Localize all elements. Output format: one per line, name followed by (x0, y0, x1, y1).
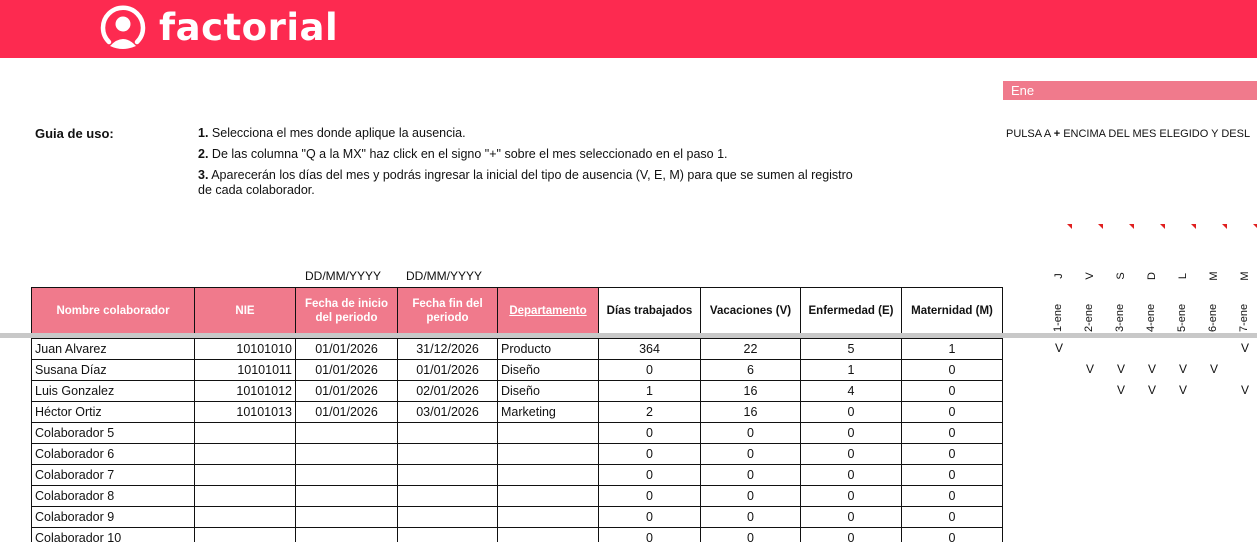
month-label: Ene (1011, 83, 1035, 98)
weekday-label: S (1115, 272, 1127, 280)
cell-start[interactable] (296, 528, 398, 542)
day-date-label: 4-ene (1145, 303, 1157, 332)
day-date-label: 5-ene (1176, 303, 1188, 332)
cell-end[interactable]: 02/01/2026 (398, 381, 498, 402)
cell-vac[interactable]: 0 (701, 444, 801, 465)
cell-nie[interactable] (195, 423, 296, 444)
plus-icon: + (1053, 128, 1061, 140)
cell-worked[interactable]: 0 (599, 444, 701, 465)
cell-mat[interactable]: 0 (902, 423, 1003, 444)
absence-mark-cell[interactable]: V (1209, 362, 1218, 376)
absence-mark-cell[interactable]: V (1240, 341, 1249, 355)
comment-marker-icon[interactable] (1191, 224, 1196, 229)
cell-end[interactable] (398, 444, 498, 465)
cell-vac[interactable]: 0 (701, 507, 801, 528)
cell-mat[interactable]: 0 (902, 444, 1003, 465)
cell-worked[interactable]: 2 (599, 402, 701, 423)
table-row (32, 528, 1003, 542)
cell-nie[interactable]: 10101012 (195, 381, 296, 402)
table-row (32, 486, 1003, 507)
cell-nie[interactable] (195, 486, 296, 507)
table-row (32, 423, 1003, 444)
cell-dept[interactable]: Producto (498, 339, 599, 360)
cell-end[interactable]: 03/01/2026 (398, 402, 498, 423)
cell-name[interactable]: Susana Díaz (32, 360, 195, 381)
cell-sick[interactable]: 0 (801, 402, 902, 423)
header-worked-days[interactable]: Días trabajados (599, 288, 701, 334)
cell-sick[interactable]: 0 (801, 486, 902, 507)
cell-vac[interactable]: 0 (701, 486, 801, 507)
cell-name[interactable]: Colaborador 5 (32, 423, 195, 444)
cell-sick[interactable]: 0 (801, 444, 902, 465)
absence-mark-cell[interactable]: V (1147, 362, 1156, 376)
cell-nie[interactable]: 10101010 (195, 339, 296, 360)
weekday-label: D (1146, 272, 1158, 280)
absence-table (31, 287, 1003, 542)
table-row (32, 507, 1003, 528)
cell-nie[interactable]: 10101011 (195, 360, 296, 381)
cell-sick[interactable]: 0 (801, 423, 902, 444)
cell-start[interactable] (296, 444, 398, 465)
cell-vac[interactable]: 6 (701, 360, 801, 381)
brand-banner (0, 0, 1257, 58)
absence-mark-cell[interactable]: V (1085, 362, 1094, 376)
absence-mark-cell[interactable]: V (1178, 383, 1187, 397)
cell-end[interactable]: 01/01/2026 (398, 360, 498, 381)
cell-name[interactable]: Colaborador 10 (32, 528, 195, 542)
cell-worked[interactable]: 364 (599, 339, 701, 360)
table-row (32, 381, 1003, 402)
table-row (32, 465, 1003, 486)
cell-mat[interactable]: 0 (902, 507, 1003, 528)
header-vacation[interactable]: Vacaciones (V) (701, 288, 801, 334)
cell-mat[interactable]: 0 (902, 528, 1003, 542)
header-maternity[interactable]: Maternidad (M) (902, 288, 1003, 334)
cell-dept[interactable]: Marketing (498, 402, 599, 423)
weekday-label: M (1208, 271, 1220, 281)
cell-sick[interactable]: 0 (801, 465, 902, 486)
cell-worked[interactable]: 0 (599, 423, 701, 444)
cell-end[interactable] (398, 528, 498, 542)
comment-marker-icon[interactable] (1253, 224, 1257, 229)
cell-worked[interactable]: 0 (599, 528, 701, 542)
comment-marker-icon[interactable] (1222, 224, 1227, 229)
day-date-label: 6-ene (1207, 303, 1219, 332)
table-row (32, 339, 1003, 360)
cell-name[interactable]: Colaborador 6 (32, 444, 195, 465)
cell-vac[interactable]: 0 (701, 528, 801, 542)
cell-name[interactable]: Colaborador 8 (32, 486, 195, 507)
cell-worked[interactable]: 0 (599, 507, 701, 528)
absence-mark-cell[interactable]: V (1147, 383, 1156, 397)
guide-step-3: 3. Aparecerán los días del mes y podrás ingresar la inicial del tipo de ausencia (V, E, M) para que se sumen al registro de cada colaborador. (198, 168, 853, 197)
cell-vac[interactable]: 16 (701, 402, 801, 423)
absence-mark-cell[interactable]: V (1178, 362, 1187, 376)
header-department-link[interactable]: Departamento (498, 288, 599, 334)
cell-name[interactable]: Juan Alvarez (32, 339, 195, 360)
weekday-label: M (1239, 271, 1251, 281)
cell-dept[interactable]: Diseño (498, 381, 599, 402)
table-row (32, 444, 1003, 465)
cell-nie[interactable] (195, 444, 296, 465)
cell-end[interactable] (398, 507, 498, 528)
day-date-label: 1-ene (1052, 303, 1064, 332)
cell-mat[interactable]: 0 (902, 402, 1003, 423)
cell-vac[interactable]: 0 (701, 465, 801, 486)
cell-sick[interactable]: 4 (801, 381, 902, 402)
user-circle-logo-icon (99, 4, 147, 52)
cell-nie[interactable]: 10101013 (195, 402, 296, 423)
cell-dept[interactable] (498, 486, 599, 507)
cell-end[interactable] (398, 423, 498, 444)
cell-dept[interactable] (498, 528, 599, 542)
cell-dept[interactable] (498, 507, 599, 528)
cell-worked[interactable]: 0 (599, 486, 701, 507)
cell-start[interactable]: 01/01/2026 (296, 402, 398, 423)
cell-start[interactable] (296, 507, 398, 528)
cell-end[interactable] (398, 465, 498, 486)
cell-vac[interactable]: 22 (701, 339, 801, 360)
header-start-date[interactable]: Fecha de inicio del periodo (296, 288, 398, 334)
guide-title: Guia de uso: (35, 126, 114, 141)
frozen-pane-divider[interactable] (0, 333, 1257, 338)
cell-nie[interactable] (195, 507, 296, 528)
cell-vac[interactable]: 0 (701, 423, 801, 444)
comment-marker-icon[interactable] (1160, 224, 1165, 229)
comment-marker-icon[interactable] (1098, 224, 1103, 229)
cell-sick[interactable]: 0 (801, 507, 902, 528)
absence-mark-cell[interactable]: V (1240, 383, 1249, 397)
cell-start[interactable]: 01/01/2026 (296, 381, 398, 402)
cell-mat[interactable]: 0 (902, 360, 1003, 381)
absence-mark-cell[interactable]: V (1116, 362, 1125, 376)
day-date-label: 2-ene (1083, 303, 1095, 332)
factorial-logo (99, 4, 338, 52)
cell-end[interactable]: 31/12/2026 (398, 339, 498, 360)
cell-start[interactable] (296, 423, 398, 444)
header-nie[interactable]: NIE (195, 288, 296, 334)
cell-dept[interactable] (498, 423, 599, 444)
guide-step-2: 2. De las columna "Q a la MX" haz click en el signo "+" sobre el mes seleccionado en el paso 1. (198, 147, 728, 161)
cell-name[interactable]: Luis Gonzalez (32, 381, 195, 402)
cell-worked[interactable]: 1 (599, 381, 701, 402)
cell-name[interactable]: Héctor Ortiz (32, 402, 195, 423)
cell-start[interactable] (296, 486, 398, 507)
comment-marker-icon[interactable] (1129, 224, 1134, 229)
cell-dept[interactable] (498, 444, 599, 465)
absence-mark-cell[interactable]: V (1054, 341, 1063, 355)
cell-start[interactable] (296, 465, 398, 486)
cell-name[interactable]: Colaborador 9 (32, 507, 195, 528)
guide-steps (198, 126, 898, 204)
cell-mat[interactable]: 0 (902, 465, 1003, 486)
table-row (32, 360, 1003, 381)
day-date-label: 7-ene (1238, 303, 1250, 332)
absence-mark-cell[interactable]: V (1116, 383, 1125, 397)
cell-mat[interactable]: 1 (902, 339, 1003, 360)
weekday-label: J (1053, 273, 1065, 279)
cell-sick[interactable]: 5 (801, 339, 902, 360)
weekday-label: L (1177, 272, 1189, 280)
cell-dept[interactable]: Diseño (498, 360, 599, 381)
cell-dept[interactable] (498, 465, 599, 486)
header-sick[interactable]: Enfermedad (E) (801, 288, 902, 334)
weekday-label: V (1084, 272, 1096, 280)
start-date-format-hint: DD/MM/YYYY (305, 269, 382, 283)
day-date-label: 3-ene (1114, 303, 1126, 332)
cell-worked[interactable]: 0 (599, 360, 701, 381)
cell-vac[interactable]: 16 (701, 381, 801, 402)
cell-start[interactable]: 01/01/2026 (296, 339, 398, 360)
brand-name: factorial (159, 6, 339, 49)
cell-nie[interactable] (195, 465, 296, 486)
cell-mat[interactable]: 0 (902, 381, 1003, 402)
end-date-format-hint: DD/MM/YYYY (406, 269, 483, 283)
month-bar-january[interactable] (1003, 81, 1257, 100)
cell-worked[interactable]: 0 (599, 465, 701, 486)
cell-end[interactable] (398, 486, 498, 507)
header-name[interactable]: Nombre colaborador (32, 288, 195, 334)
cell-mat[interactable]: 0 (902, 486, 1003, 507)
header-end-date[interactable]: Fecha fin del periodo (398, 288, 498, 334)
cell-nie[interactable] (195, 528, 296, 542)
cell-sick[interactable]: 1 (801, 360, 902, 381)
table-row (32, 402, 1003, 423)
comment-marker-icon[interactable] (1067, 224, 1072, 229)
month-instructions: PULSA A + ENCIMA DEL MES ELEGIDO Y DESL (1006, 128, 1251, 140)
guide-step-1: 1. Selecciona el mes donde aplique la ausencia. (198, 126, 466, 140)
cell-name[interactable]: Colaborador 7 (32, 465, 195, 486)
cell-start[interactable]: 01/01/2026 (296, 360, 398, 381)
cell-sick[interactable]: 0 (801, 528, 902, 542)
